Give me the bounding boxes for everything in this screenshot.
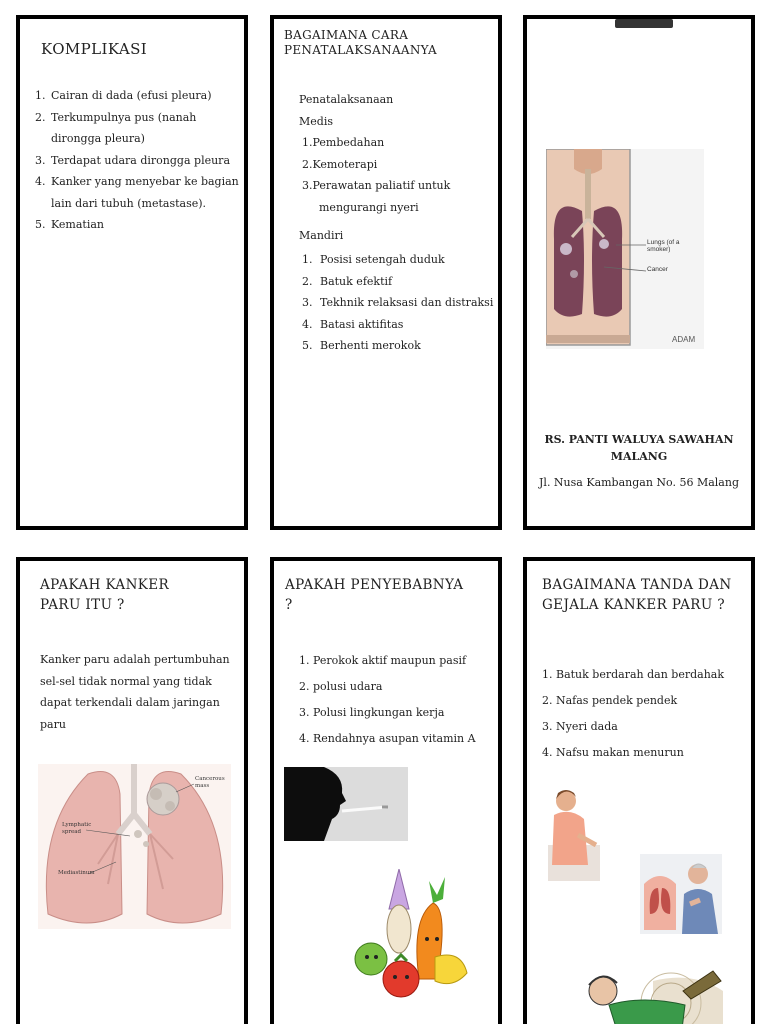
panel-apakah-kanker: [16, 557, 248, 1024]
panel-penyebab: [270, 557, 502, 1024]
medis-section: [299, 89, 450, 218]
list-item: 3. Nyeri dada: [542, 720, 618, 733]
list-item: 1. Batuk berdarah dan berdahak: [542, 668, 725, 681]
list-item: 2. polusi udara: [299, 680, 383, 693]
illegible-text-mark: [615, 19, 673, 28]
lung-cancer-diagram-image: [38, 764, 231, 929]
komplikasi-title: KOMPLIKASI: [41, 40, 148, 58]
panel-komplikasi: [16, 15, 248, 530]
lung-label-cancer: Cancer: [647, 266, 668, 273]
chest-pain-image: [640, 854, 722, 934]
list-item: 1.Pembedahan: [302, 136, 385, 149]
list-item: 4. Nafsu makan menurun: [542, 746, 684, 759]
hospital-address: Jl. Nusa Kambangan No. 56 Malang: [539, 476, 739, 489]
list-item: 5. Kematian: [35, 218, 105, 231]
list-item: 3. Terdapat udara dirongga pleura: [35, 153, 230, 167]
penyebab-list: [299, 648, 476, 752]
list-item: 4. Batasi aktifitas: [302, 317, 404, 331]
img-label-lymph: Lymphatic spread: [62, 822, 92, 835]
list-item: 2. Batuk efektif: [302, 274, 393, 288]
lung-label-lungs: Lungs (of a smoker): [647, 239, 680, 253]
list-item: mengurangi nyeri: [319, 200, 419, 214]
subtitle-penatalaksanaan: Penatalaksanaan: [299, 93, 394, 106]
hospital-name: RS. PANTI WALUYA SAWAHAN MALANG: [544, 433, 734, 463]
list-item: 1. Cairan di dada (efusi pleura): [35, 89, 212, 102]
list-item: 1. Posisi setengah duduk: [302, 253, 445, 266]
list-item: 3.Perawatan paliatif untuk: [302, 179, 451, 192]
gejala-title: BAGAIMANA TANDA DAN GEJALA KANKER PARU ?: [542, 577, 732, 613]
adam-logo: ADAM: [672, 335, 696, 344]
list-item: 3. Tekhnik relaksasi dan distraksi: [302, 296, 494, 309]
apakah-title: APAKAH KANKER PARU ITU ?: [40, 577, 170, 613]
list-item: 4. Rendahnya asupan vitamin A: [299, 732, 476, 745]
smoker-lung-image: [546, 149, 704, 349]
coughing-patient-image: [548, 785, 600, 881]
list-item: 5. Berhenti merokok: [302, 339, 421, 352]
subtitle-medis: Medis: [299, 114, 333, 128]
panel-cover: [523, 15, 755, 530]
old-man-cartoon-image: [573, 961, 723, 1024]
penatalaksanaan-title: BAGAIMANA CARA PENATALAKSANAANYA: [284, 28, 437, 57]
list-item: 2. Nafas pendek pendek: [542, 694, 678, 707]
list-item: 1. Perokok aktif maupun pasif: [299, 654, 467, 667]
smoker-photo: [284, 767, 408, 841]
panel-gejala: [523, 557, 755, 1024]
vegetables-cartoon-image: [349, 869, 473, 1007]
list-item: 3. Polusi lingkungan kerja: [299, 706, 445, 719]
list-item: 2. Terkumpulnya pus (nanah dirongga pleura): [35, 110, 197, 145]
img-label-mass: Cancerous mass: [195, 776, 225, 789]
apakah-description: Kanker paru adalah pertumbuhan sel-sel tidak normal yang tidak dapat terkendali dalam jaringan paru: [40, 653, 230, 731]
mandiri-label: Mandiri: [299, 229, 344, 242]
list-item: 2.Kemoterapi: [302, 157, 378, 171]
penyebab-title: APAKAH PENYEBABNYA ?: [285, 577, 464, 613]
img-label-mediastinum: Mediastinum: [58, 870, 95, 876]
list-item: 4. Kanker yang menyebar ke bagian lain dari tubuh (metastase).: [35, 175, 239, 210]
komplikasi-list: [35, 85, 245, 236]
panel-penatalaksanaan: [270, 15, 502, 530]
mandiri-list: [302, 249, 502, 357]
gejala-list: [542, 662, 724, 766]
